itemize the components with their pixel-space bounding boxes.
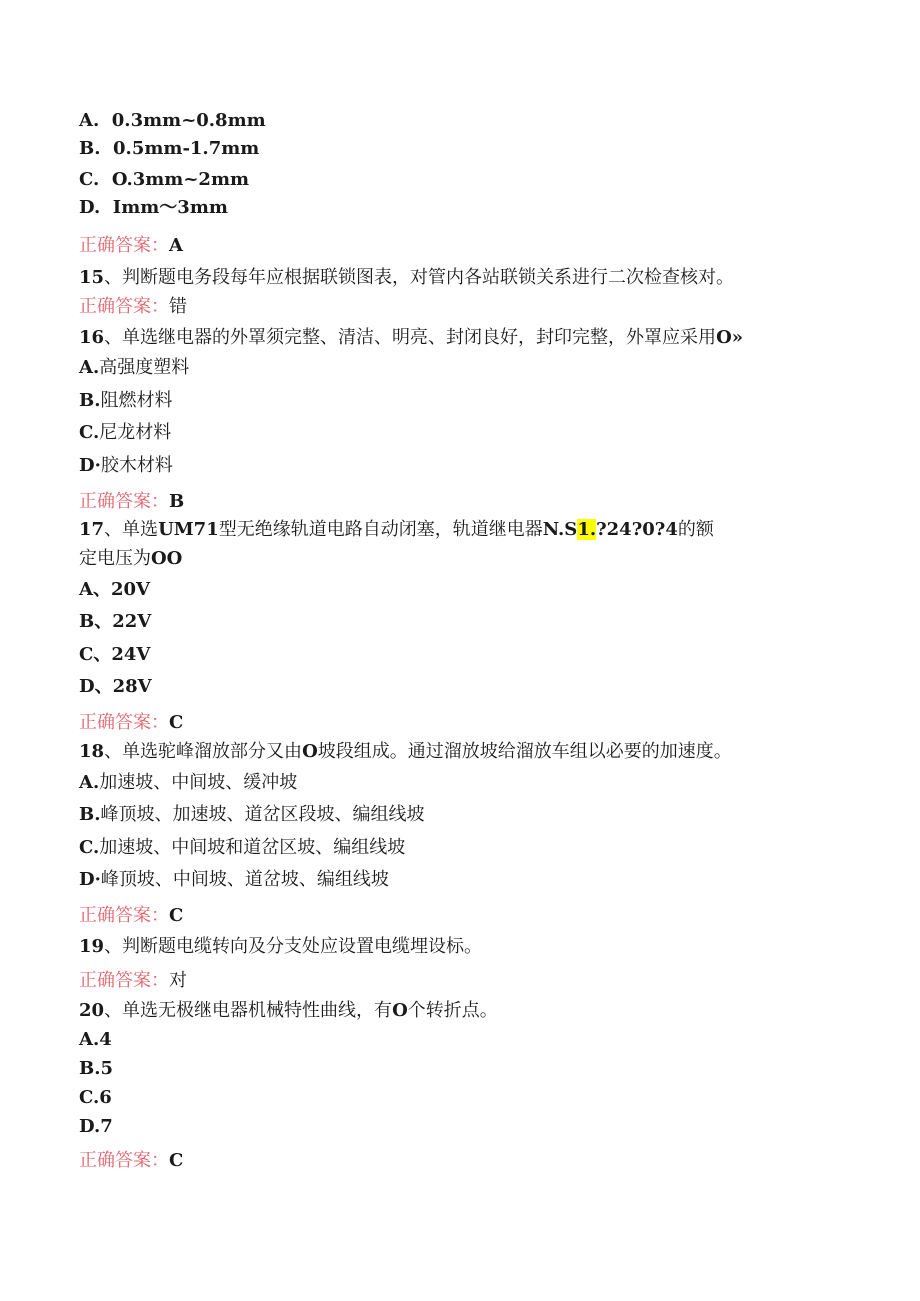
highlighted-text: 1. xyxy=(577,519,597,540)
q20-option-a: A.4 xyxy=(79,1029,112,1050)
q18-option-a: A.加速坡、中间坡、缓冲坡 xyxy=(79,772,298,793)
q16-answer: 正确答案：B xyxy=(79,491,185,512)
q19-answer: 正确答案：对 xyxy=(79,970,187,991)
q14-option-a: A. 0.3mm~0.8mm xyxy=(79,110,266,131)
q17-stem: 17、单选UM71型无绝缘轨道电路自动闭塞，轨道继电器N.S1.?24?0?4的额 xyxy=(79,519,714,540)
q14-option-d: D. Imm～3mm xyxy=(79,197,228,218)
q18-option-d: D·峰顶坡、中间坡、道岔坡、编组线坡 xyxy=(79,869,389,890)
q14-option-c: C. O.3mm~2mm xyxy=(79,169,250,190)
q17-option-c: C、24V xyxy=(79,644,151,665)
q17-option-b: B、22V xyxy=(79,611,152,632)
q20-option-d: D.7 xyxy=(79,1116,113,1137)
q17-option-d: D、28V xyxy=(79,676,152,697)
q15-stem: 15、判断题电务段每年应根据联锁图表，对管内各站联锁关系进行二次检查核对。 xyxy=(79,267,735,288)
q16-stem: 16、单选继电器的外罩须完整、清洁、明亮、封闭良好，封印完整，外罩应采用O» xyxy=(79,327,743,348)
q18-option-b: B.峰顶坡、加速坡、道岔区段坡、编组线坡 xyxy=(79,804,425,825)
q18-answer: 正确答案：C xyxy=(79,905,184,926)
q20-option-c: C.6 xyxy=(79,1087,112,1108)
q17-stem-line2: 定电压为OO xyxy=(79,548,183,569)
q19-stem: 19、判断题电缆转向及分支处应设置电缆埋设标。 xyxy=(79,936,483,957)
q20-answer: 正确答案：C xyxy=(79,1150,184,1171)
q16-option-b: B.阻燃材料 xyxy=(79,390,173,411)
q16-option-a: A.高强度塑料 xyxy=(79,357,190,378)
q14-answer: 正确答案：A xyxy=(79,235,183,256)
q16-option-d: D·胶木材料 xyxy=(79,455,173,476)
q20-stem: 20、单选无极继电器机械特性曲线，有O个转折点。 xyxy=(79,1000,498,1021)
q18-option-c: C.加速坡、中间坡和道岔区坡、编组线坡 xyxy=(79,837,406,858)
q15-answer: 正确答案：错 xyxy=(79,296,187,317)
q17-answer: 正确答案：C xyxy=(79,712,184,733)
q14-option-b: B. 0.5mm-1.7mm xyxy=(79,138,260,159)
q16-option-c: C.尼龙材料 xyxy=(79,422,172,443)
q18-stem: 18、单选驼峰溜放部分又由O坡段组成。通过溜放坡给溜放车组以必要的加速度。 xyxy=(79,741,732,762)
q17-option-a: A、20V xyxy=(79,579,150,600)
q20-option-b: B.5 xyxy=(79,1058,114,1079)
